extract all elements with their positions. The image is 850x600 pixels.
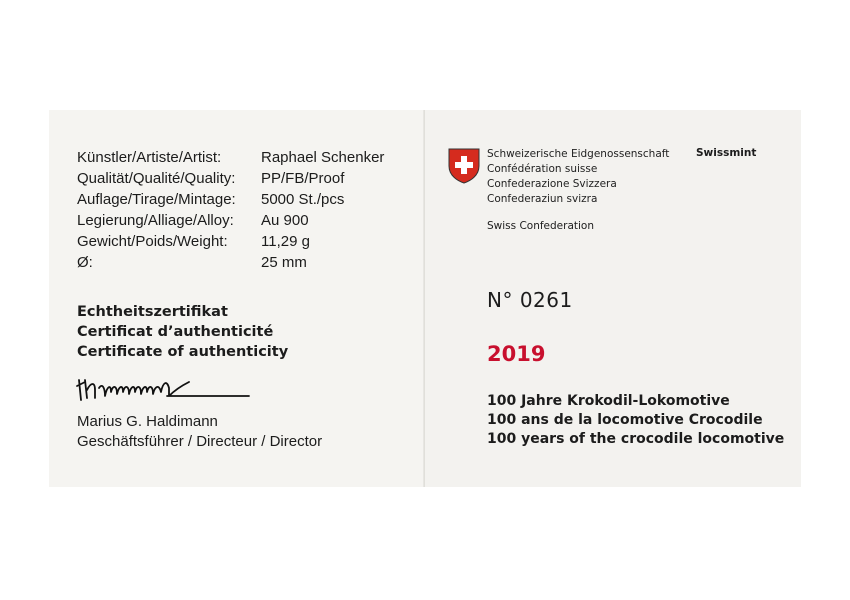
swiss-coat-of-arms-icon <box>448 148 480 184</box>
spec-label: Auflage/Tirage/Mintage: <box>77 191 236 208</box>
brand-swissmint: Swissmint <box>696 147 757 159</box>
swiss-confederation: Swiss Confederation <box>487 220 595 232</box>
serial-number: N° 0261 <box>487 288 573 312</box>
confederation-rm: Confederaziun svizra <box>487 193 598 205</box>
certificate-title-de: Echtheitszertifikat <box>77 304 228 320</box>
spec-value: PP/FB/Proof <box>261 170 345 187</box>
spec-value: 11,29 g <box>261 233 310 250</box>
signer-name: Marius G. Haldimann <box>77 413 218 430</box>
title-fr: 100 ans de la locomotive Crocodile <box>487 412 763 428</box>
certificate-title-en: Certificate of authenticity <box>77 344 289 360</box>
spec-label: Künstler/Artiste/Artist: <box>77 149 222 166</box>
issue-year: 2019 <box>487 342 546 366</box>
title-en: 100 years of the crocodile locomotive <box>487 431 785 447</box>
spec-label: Gewicht/Poids/Weight: <box>77 233 228 250</box>
spec-value: 25 mm <box>261 254 307 271</box>
signature <box>71 370 251 410</box>
confederation-fr: Confédération suisse <box>487 163 598 175</box>
spec-value: Raphael Schenker <box>261 149 385 166</box>
spec-value: 5000 St./pcs <box>261 191 345 208</box>
right-panel <box>425 110 801 487</box>
confederation-de: Schweizerische Eidgenossenschaft <box>487 148 670 160</box>
confederation-it: Confederazione Svizzera <box>487 178 617 190</box>
spec-label: Legierung/Alliage/Alloy: <box>77 212 234 229</box>
signer-title: Geschäftsführer / Directeur / Director <box>77 433 323 450</box>
certificate-title-fr: Certificat d’authenticité <box>77 324 274 340</box>
spec-label: Qualität/Qualité/Quality: <box>77 170 236 187</box>
certificate-card <box>49 110 801 487</box>
title-de: 100 Jahre Krokodil-Lokomotive <box>487 393 730 409</box>
spec-value: Au 900 <box>261 212 309 229</box>
spec-label: Ø: <box>77 254 93 271</box>
left-panel <box>49 110 425 487</box>
